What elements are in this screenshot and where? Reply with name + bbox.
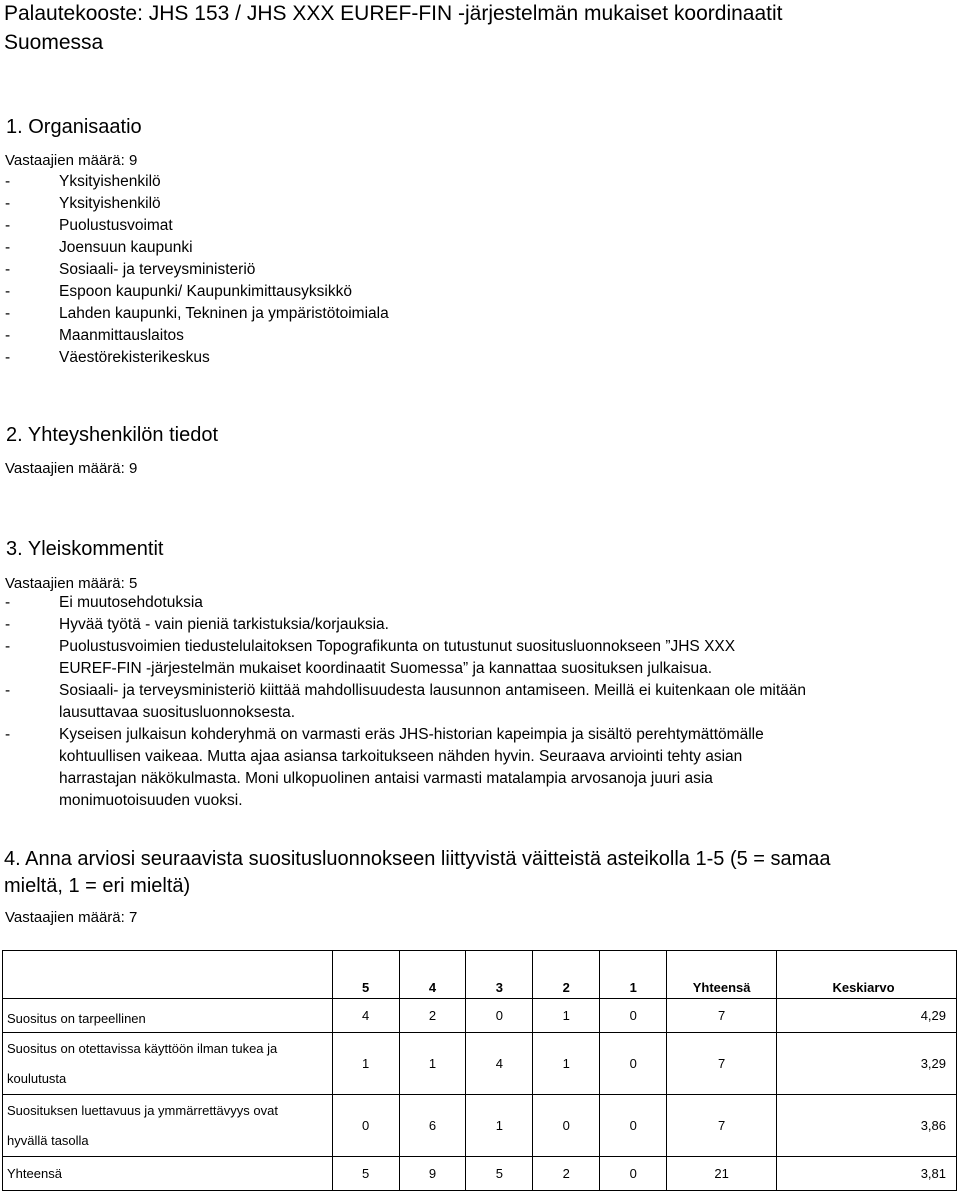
table-cell: 0: [600, 1033, 667, 1095]
table-header-cell: 1: [600, 951, 667, 999]
table-row: [3, 999, 957, 1033]
section-1-respondent-count: Vastaajien määrä: 9: [5, 152, 138, 169]
table-row: [3, 1157, 957, 1191]
table-cell: 0: [533, 1095, 600, 1157]
table-cell: 6: [399, 1095, 466, 1157]
table-header-empty: [3, 951, 333, 999]
comment-continuation: monimuotoisuuden vuoksi.: [59, 792, 243, 809]
table-cell-average: 4,29: [777, 999, 957, 1033]
table-cell: 0: [332, 1095, 399, 1157]
table-cell: 0: [600, 1157, 667, 1191]
table-cell-total: 21: [667, 1157, 777, 1191]
row-label: Suosituksen luettavuus ja ymmärrettävyys ovat hyvällä tasolla: [3, 1095, 333, 1157]
table-cell: 4: [332, 999, 399, 1033]
document-title-line2: Suomessa: [4, 31, 104, 54]
table-cell: 0: [600, 1095, 667, 1157]
section-1-heading: 1. Organisaatio: [6, 116, 142, 138]
table-cell: 4: [466, 1033, 533, 1095]
table-header-cell: Yhteensä: [667, 951, 777, 999]
table-cell-average: 3,86: [777, 1095, 957, 1157]
table-cell: 1: [399, 1033, 466, 1095]
table-cell: 9: [399, 1157, 466, 1191]
comment-continuation: lausuttavaa suositusluonnoksesta.: [59, 704, 296, 721]
section-4-heading-line1: 4. Anna arviosi seuraavista suositusluonnokseen liittyvistä väitteistä asteikolla 1-5 (5 = samaa: [4, 848, 831, 870]
document-page: Palautekooste: JHS 153 / JHS XXX EUREF-FIN -järjestelmän mukaiset koordinaatit Suomessa 1. Organisaatio Vastaajien määrä: 9 - Yksityishenkilö - Yksityishenkilö - Puolustusvoimat - Joensuun kaupunki - Sosiaali- ja terveysministeriö - Espoon kaupunki/ Kaupunkimittausyksikkö - Lahden kaupunki, Tekninen ja ympäristötoimiala - Maanmittauslaitos - Väestörekisterikeskus 2. Yhteyshenkilön tiedot Vastaajien määrä: 9 3. Yleiskommentit Vastaajien määrä: 5 - Ei muutosehdotuksia - Hyvää työtä - vain pieniä tarkistuksia/korjauksia. - Puolustusvoimien tiedustelulaitoksen Topografikunta on tutustunut suositusluonnokseen ”JHS XXX EUREF-FIN -järjestelmän mukaiset koordinaatit Suomessa” ja kannattaa suosituksen julkaisua. - Sosiaali- ja terveysministeriö kiittää mahdollisuudesta lausunnon antamiseen. Meillä ei kuitenkaan ole mitään lausuttavaa suositusluonnoksesta. - Kyseisen julkaisun kohderyhmä on varmasti eräs JHS-historian kapeimpia ja sisältö perehtymättömälle kohtuullisen vaikeaa. Mutta ajaa asiansa tarkoitukseen nähden hyvin. Seuraava arviointi tehty asian harrastajan näkökulmasta. Moni ulkopuolinen antaisi varmasti matalampia arvosanoja juuri asia monimuotoisuuden vuoksi. 4. Anna arviosi seuraavista suositusluonnokseen liittyvistä väitteistä asteikolla 1-5 (5 = samaa mieltä, 1 = eri mieltä) Vastaajien määrä: 7 5 4 3 2 1 Yhteensä Keskiarvo Suositus on tarpeellinen 4 2 0 1 0 7 4,29 Suositus on otettavissa käyttöön ilman tukea ja koulutusta 1 1 4 1 0 7 3,29 Suosituksen luettavuus ja ymmärrettävyys ovat hyvällä tasolla 0 6 1 0 0 7 3,86 Yhteensä 5 9 5 2 0 21 3,81: [0, 0, 960, 1197]
table-cell-total: 7: [667, 1033, 777, 1095]
table-header-cell: 2: [533, 951, 600, 999]
section-2-respondent-count: Vastaajien määrä: 9: [5, 460, 138, 477]
table-cell: 2: [533, 1157, 600, 1191]
table-header-cell: Keskiarvo: [777, 951, 957, 999]
table-header-cell: 5: [332, 951, 399, 999]
section-3-respondent-count: Vastaajien määrä: 5: [5, 575, 138, 592]
table-cell-total: 7: [667, 999, 777, 1033]
section-4-heading-line2: mieltä, 1 = eri mieltä): [4, 875, 191, 897]
table-cell: 0: [466, 999, 533, 1033]
table-row: [3, 1095, 957, 1157]
row-label: Suositus on otettavissa käyttöön ilman tukea ja koulutusta: [3, 1033, 333, 1095]
table-row: [3, 1033, 957, 1095]
table-cell-average: 3,81: [777, 1157, 957, 1191]
table-cell-total: 7: [667, 1095, 777, 1157]
table-cell: 5: [332, 1157, 399, 1191]
table-cell: 2: [399, 999, 466, 1033]
table-cell-average: 3,29: [777, 1033, 957, 1095]
rating-table: [2, 950, 957, 1191]
table-cell: 5: [466, 1157, 533, 1191]
row-label: Suositus on tarpeellinen: [3, 999, 333, 1033]
document-title-line1: Palautekooste: JHS 153 / JHS XXX EUREF-FIN -järjestelmän mukaiset koordinaatit: [4, 2, 783, 25]
section-2-heading: 2. Yhteyshenkilön tiedot: [6, 424, 219, 446]
comment-continuation: EUREF-FIN -järjestelmän mukaiset koordinaatit Suomessa” ja kannattaa suosituksen julkaisua.: [59, 660, 713, 677]
comment-continuation: kohtuullisen vaikeaa. Mutta ajaa asiansa tarkoitukseen nähden hyvin. Seuraava arviointi tehty asian: [59, 748, 743, 765]
comment-continuation: harrastajan näkökulmasta. Moni ulkopuolinen antaisi varmasti matalampia arvosanoja juuri asia: [59, 770, 713, 787]
row-label: Yhteensä: [3, 1157, 333, 1191]
table-header-row: [3, 951, 957, 999]
table-cell: 0: [600, 999, 667, 1033]
section-4-respondent-count: Vastaajien määrä: 7: [5, 909, 138, 926]
table-header-cell: 3: [466, 951, 533, 999]
section-3-heading: 3. Yleiskommentit: [6, 538, 164, 560]
table-cell: 1: [533, 999, 600, 1033]
table-cell: 1: [533, 1033, 600, 1095]
table-cell: 1: [332, 1033, 399, 1095]
table-header-cell: 4: [399, 951, 466, 999]
table-cell: 1: [466, 1095, 533, 1157]
